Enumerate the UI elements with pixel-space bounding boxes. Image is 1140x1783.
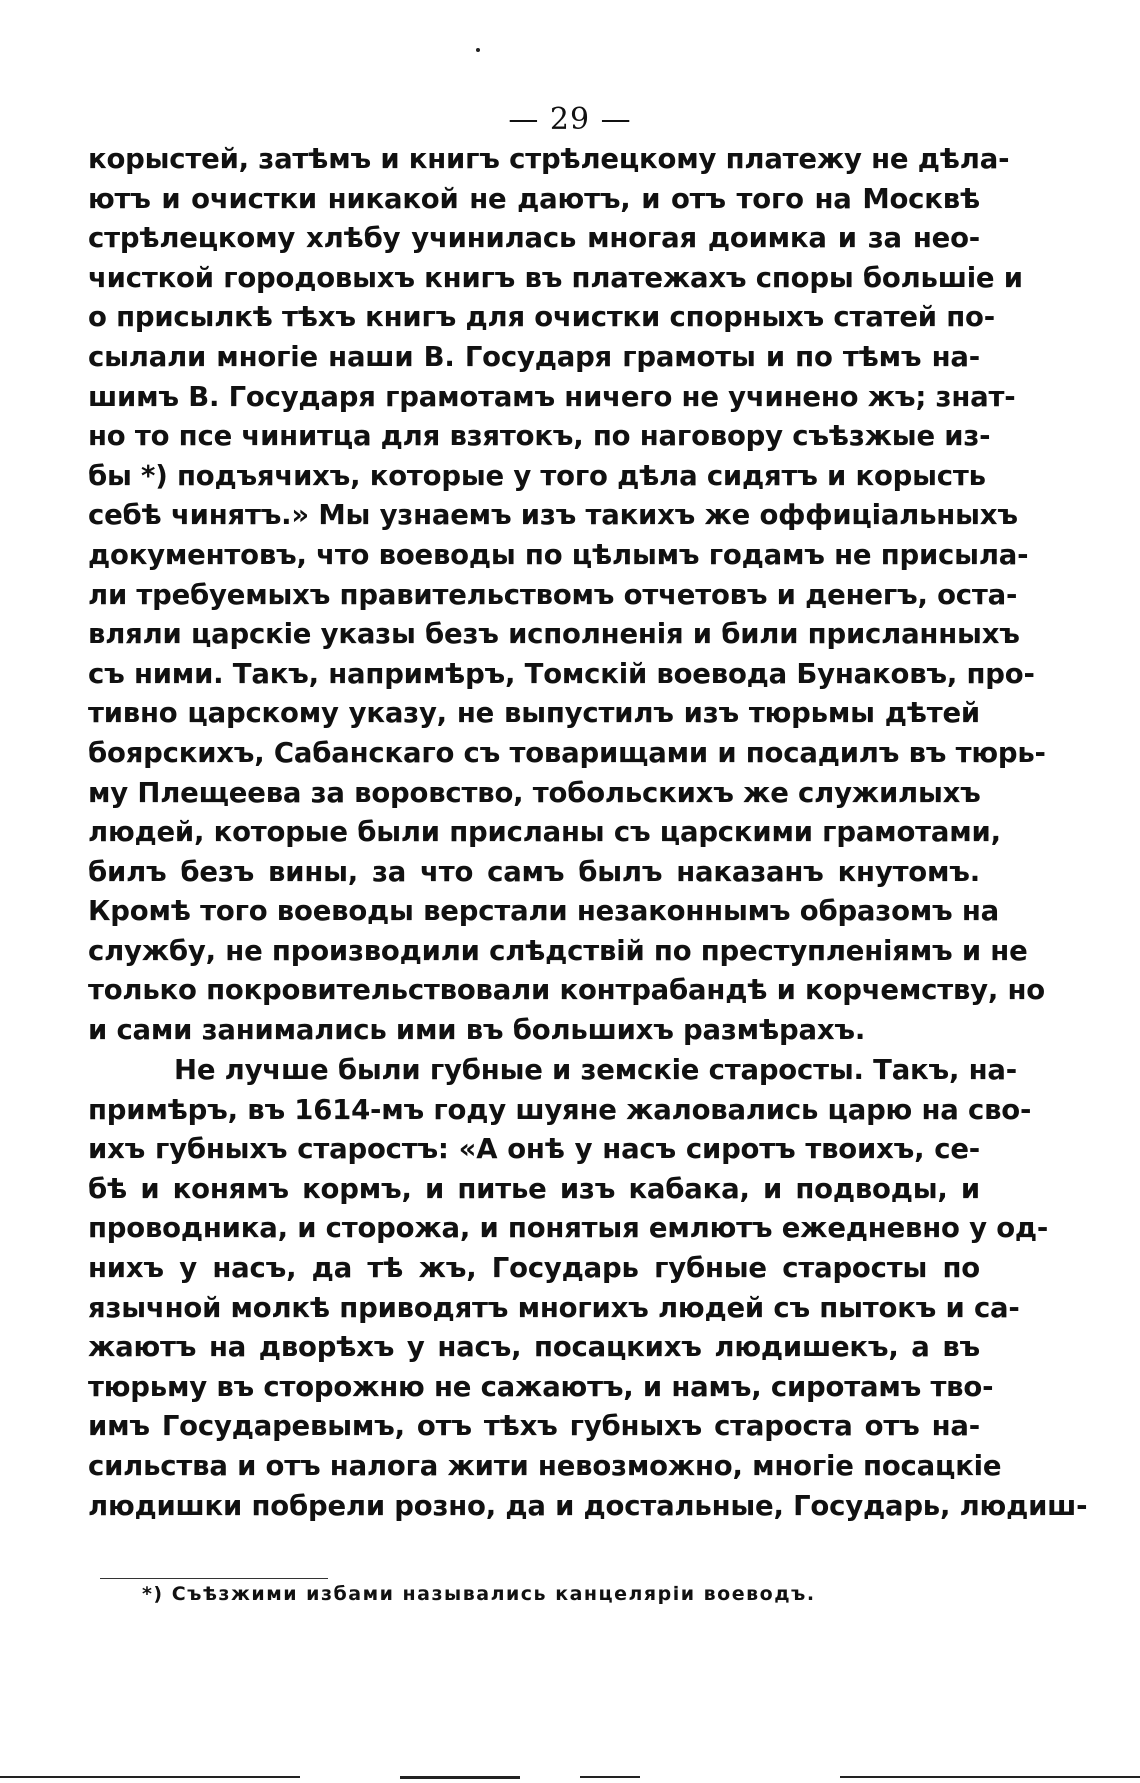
text-line: бѣ и конямъ кормъ, и питье изъ кабака, и подводы, и [88,1172,980,1205]
text-line: тюрьму въ сторожню не сажаютъ, и намъ, сиротамъ тво- [88,1370,994,1403]
text-line: документовъ, что воеводы по цѣлымъ годамъ не присыла- [88,538,1029,571]
text-line: корыстей, затѣмъ и книгъ стрѣлецкому платежу не дѣла- [88,143,1010,175]
text-line: имъ Государевымъ, отъ тѣхъ губныхъ староста отъ на- [88,1410,980,1443]
text-line: Кромѣ того воеводы верстали незаконнымъ образомъ на [88,895,1000,928]
text-line: тивно царскому указу, не выпустилъ изъ тюрьмы дѣтей [88,697,980,730]
text-line: вляли царскіе указы безъ исполненія и били присланныхъ [88,618,1020,651]
footnote: *) Съѣзжими избами назывались канцеляріи воеводъ. [142,1583,816,1605]
text-line: о присылкѣ тѣхъ книгъ для очистки спорныхъ статей по- [88,301,995,334]
text-line: примѣръ, въ 1614-мъ году шуяне жаловались царю на сво- [88,1093,1032,1126]
text-line: сылали многіе наши В. Государя грамоты и по тѣмъ на- [88,340,980,373]
text-line: билъ безъ вины, за что самъ былъ наказанъ кнутомъ. [88,855,980,888]
paragraph-2 [88,1051,1088,1526]
text-line: чисткой городовыхъ книгъ въ платежахъ споры большіе и [88,261,1023,294]
text-line: но то псе чинитца для взятокъ, по наговору съѣзжые из- [88,420,991,453]
text-line: ихъ губныхъ старостъ: «А онѣ у насъ сиротъ твоихъ, се- [88,1133,980,1166]
text-line: ютъ и очистки никакой не даютъ, и отъ того на Москвѣ [88,182,980,215]
text-line: проводника, и сторожа, и понятыя емлютъ ежедневно у од- [88,1212,1049,1245]
text-line: му Плещеева за воровство, тобольскихъ же служилыхъ [88,776,981,809]
text-line: службу, не производили слѣдствій по преступленіямъ и не [88,934,1028,967]
text-line: съ ними. Такъ, напримѣръ, Томскій воевода Бунаковъ, про- [88,657,1035,690]
text-line: Не лучше были губные и земскіе старосты. Такъ, на- [174,1054,1017,1086]
scan-edge-line [0,1776,300,1778]
page-number: — 29 — [508,102,632,137]
text-line: только покровительствовали контрабандѣ и корчемству, но [88,974,1045,1007]
text-line: язычной молкѣ приводятъ многихъ людей съ пытокъ и са- [88,1291,1020,1324]
text-line: нихъ у насъ, да тѣ жъ, Государь губные старосты по [88,1251,980,1284]
paragraph-1 [88,140,1046,1051]
scan-edge-line [580,1776,640,1778]
text-line: людишки побрели розно, да и достальные, Государь, людиш- [88,1489,1088,1522]
scan-edge-line [840,1776,1140,1778]
text-line: и сами занимались ими въ большихъ размѣрахъ. [88,1014,866,1047]
text-line: ли требуемыхъ правительствомъ отчетовъ и денегъ, оста- [88,578,1018,611]
scan-edge-line [400,1776,520,1779]
print-speck [476,48,480,52]
text-line: стрѣлецкому хлѣбу учинилась многая доимка и за нео- [88,222,980,255]
text-line: боярскихъ, Сабанскаго съ товарищами и посадилъ въ тюрь- [88,736,1046,769]
text-line: себѣ чинятъ.» Мы узнаемъ изъ такихъ же оффиціальныхъ [88,499,1018,532]
text-line: шимъ В. Государя грамотамъ ничего не учинено жъ; знат- [88,380,1016,413]
footnote-divider [100,1578,328,1579]
text-line: людей, которые были присланы съ царскими грамотами, [88,816,1001,849]
text-line: жаютъ на дворѣхъ у насъ, посацкихъ людишекъ, а въ [88,1331,980,1364]
text-line: бы *) подъячихъ, которые у того дѣла сидятъ и корысть [88,459,986,492]
text-line: сильства и отъ налога жити невозможно, многіе посацкіе [88,1449,1002,1482]
